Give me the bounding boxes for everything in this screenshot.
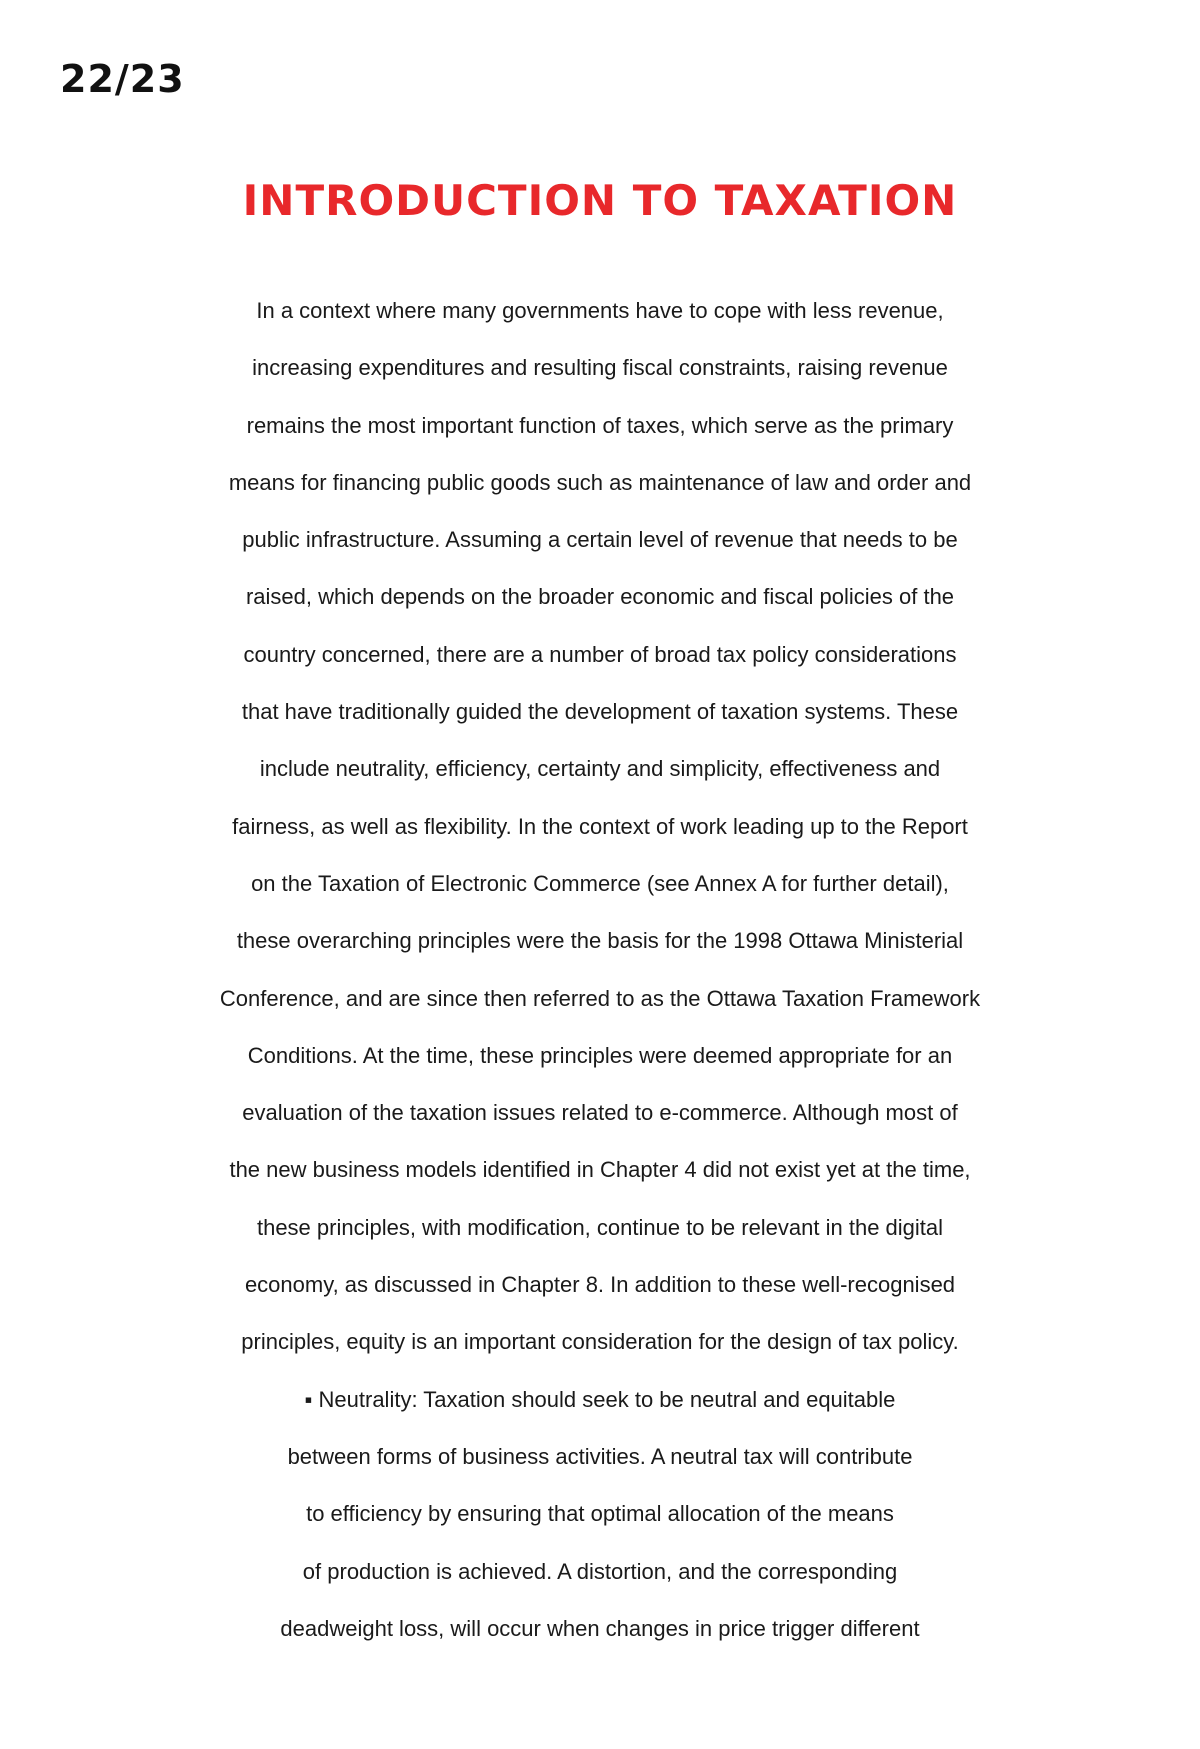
body-line: In a context where many governments have to cope with less revenue, (256, 298, 944, 323)
body-line: of production is achieved. A distortion, and the corresponding (302, 1558, 898, 1584)
body-line: fairness, as well as flexibility. In the context of work leading up to the Report (232, 813, 968, 839)
body-line: public infrastructure. Assuming a certain level of revenue that needs to be (242, 527, 958, 553)
body-line: evaluation of the taxation issues related to e-commerce. Although most of (242, 1100, 958, 1126)
body-line: remains the most important function of taxes, which serve as the primary (246, 412, 954, 438)
body-line: economy, as discussed in Chapter 8. In addition to these well-recognised (244, 1272, 956, 1298)
body-line: these principles, with modification, continue to be relevant in the digital (256, 1214, 944, 1240)
body-line: deadweight loss, will occur when changes in price trigger different (280, 1615, 920, 1641)
page-number: 22/23 (60, 57, 185, 101)
body-line: to efficiency by ensuring that optimal allocation of the means (306, 1501, 894, 1527)
body-line: ▪ Neutrality: Taxation should seek to be neutral and equitable (304, 1386, 896, 1412)
body-line: that have traditionally guided the development of taxation systems. These (241, 699, 959, 725)
body-line: between forms of business activities. A neutral tax will contribute (287, 1443, 913, 1469)
body-line: on the Taxation of Electronic Commerce (see Annex A for further detail), (251, 870, 949, 896)
body-line: means for financing public goods such as maintenance of law and order and (228, 469, 972, 495)
body-line: the new business models identified in Chapter 4 did not exist yet at the time, (229, 1157, 971, 1183)
body-line: raised, which depends on the broader economic and fiscal policies of the (245, 584, 955, 610)
body-line: these overarching principles were the basis for the 1998 Ottawa Ministerial (236, 928, 964, 954)
body-line: increasing expenditures and resulting fiscal constraints, raising revenue (252, 355, 948, 381)
body-text (150, 290, 1050, 1665)
page-title: INTRODUCTION TO TAXATION (242, 176, 958, 226)
body-line: principles, equity is an important consideration for the design of tax policy. (241, 1329, 959, 1355)
body-line: country concerned, there are a number of broad tax policy considerations (243, 641, 957, 667)
body-line: Conditions. At the time, these principles were deemed appropriate for an (247, 1042, 953, 1068)
body-line: Conference, and are since then referred to as the Ottawa Taxation Framework (219, 985, 981, 1011)
body-line: include neutrality, efficiency, certainty and simplicity, effectiveness and (259, 756, 941, 782)
